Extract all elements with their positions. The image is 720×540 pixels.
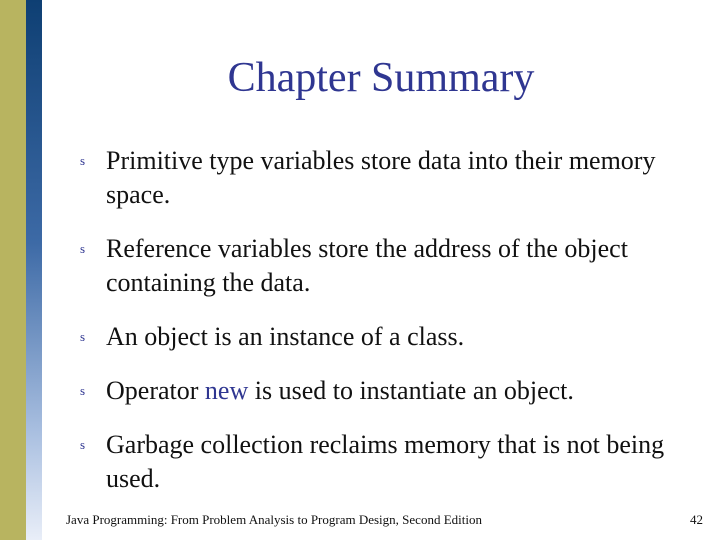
slide-title: Chapter Summary: [227, 55, 535, 101]
bullet-item: [80, 374, 710, 408]
bullet-list: [80, 144, 710, 516]
bullet-marker-icon: s: [80, 329, 86, 344]
bullet-text: An object is an instance of a class.: [106, 322, 465, 351]
sidebar-blue-gradient-stripe: [26, 0, 42, 540]
bullet-marker-icon: s: [80, 241, 86, 256]
bullet-text: Primitive type variables store data into their memory space.: [106, 146, 656, 209]
bullet-text-prefix: Operator: [106, 376, 205, 405]
page-number: 42: [690, 512, 703, 527]
sidebar-olive-stripe: [0, 0, 26, 540]
bullet-text-suffix: is used to instantiate an object.: [248, 376, 574, 405]
keyword-new: new: [204, 376, 249, 405]
bullet-marker-icon: s: [80, 153, 86, 168]
bullet-marker-icon: s: [80, 437, 86, 452]
bullet-text: Garbage collection reclaims memory that is not being used.: [106, 430, 665, 493]
bullet-text: Reference variables store the address of the object containing the data.: [106, 234, 628, 297]
bullet-marker-icon: s: [80, 383, 86, 398]
footer-book-title: Java Programming: From Problem Analysis to Program Design, Second Edition: [66, 512, 482, 527]
bullet-item: [80, 232, 710, 300]
bullet-item: [80, 428, 710, 496]
bullet-item: [80, 144, 710, 212]
bullet-item: [80, 320, 710, 354]
decorative-sidebar: [0, 0, 42, 540]
